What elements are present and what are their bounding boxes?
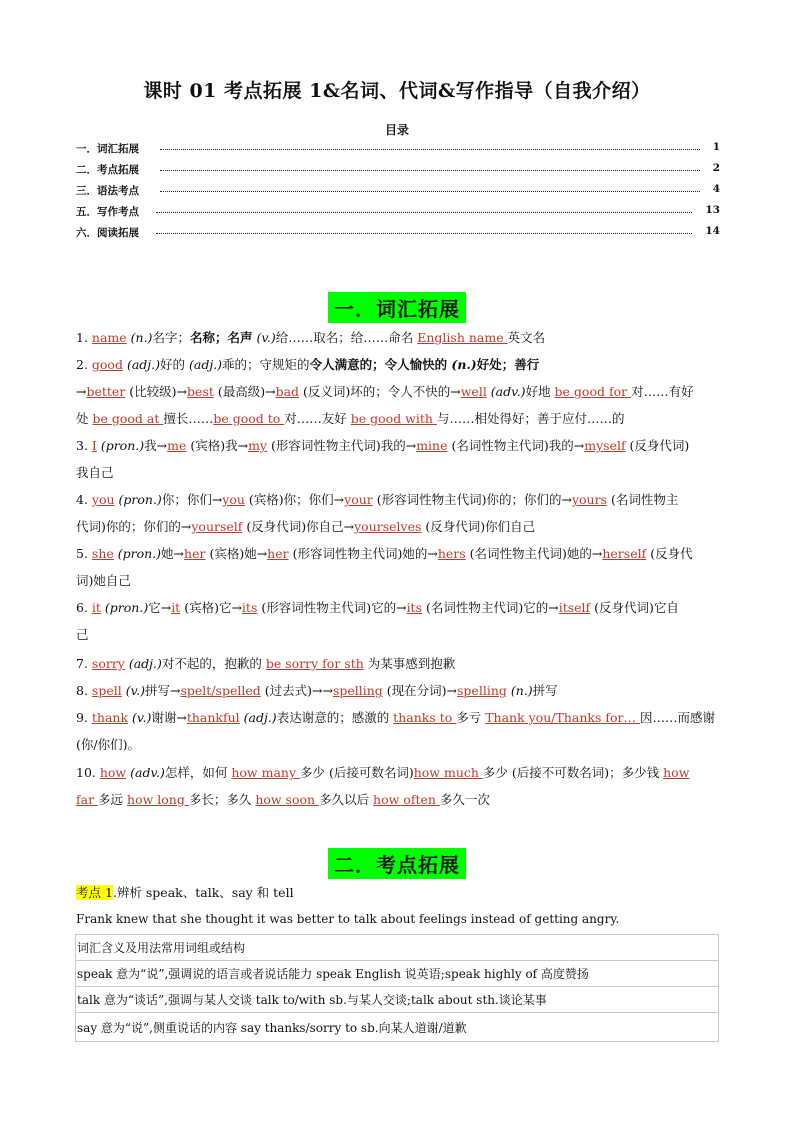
toc-leader: [156, 233, 692, 234]
vocab-line: 6. it (pron.)它→it (宾格)它→its (形容词性物主代词)它的→its (名词性物主代词)它的→itself (反身代词)它自: [76, 600, 679, 615]
vocab-word: thankful: [186, 710, 240, 725]
vocab-word: I: [91, 438, 97, 453]
vocab-word: better: [86, 384, 126, 399]
vocab-word: its: [241, 600, 258, 615]
vocab-word: well: [460, 384, 487, 399]
vocab-word: myself: [584, 438, 626, 453]
vocab-line: 8. spell (v.)拼写→spelt/spelled (过去式)→→spelling (现在分词)→spelling (n.)拼写: [76, 683, 558, 698]
vocab-word: best: [187, 384, 214, 399]
toc-item[interactable]: [76, 204, 720, 220]
vocab-word: how: [663, 765, 690, 780]
vocab-word: herself: [602, 546, 647, 561]
table-cell: 词汇含义及用法常用词组或结构: [76, 935, 719, 961]
table-row: [76, 1013, 719, 1042]
vocab-word: be sorry for sth: [265, 656, 364, 671]
vocab-line: 1. name (n.)名字；名称；名声 (v.)给……取名；给……命名 English name 英文名: [76, 330, 546, 345]
vocab-word: be good to: [213, 411, 285, 426]
table-row: [76, 935, 719, 961]
table-cell: talk 意为“谈话”,强调与某人交谈 talk to/with sb.与某人交谈;talk about sth.谈论某事: [76, 987, 719, 1013]
toc-heading: 目录: [384, 123, 409, 137]
usage-table: [75, 934, 719, 1042]
key-point-text: .辨析 speak、talk、say 和 tell: [112, 885, 294, 900]
vocab-word: be good at: [92, 411, 164, 426]
toc-item-label: 六．阅读拓展: [76, 227, 139, 239]
toc-item-label: 一．词汇拓展: [76, 143, 139, 155]
toc-item[interactable]: [76, 183, 720, 199]
toc-item[interactable]: [76, 141, 720, 157]
toc-item-label: 二．考点拓展: [76, 164, 139, 176]
table-cell: speak 意为“说”,强调说的语言或者说话能力 speak English 说英语;speak highly of 高度赞扬: [76, 961, 719, 987]
vocab-line: 4. you (pron.)你；你们→you (宾格)你；你们→your (形容词性物主代词)你的；你们的→yours (名词性物主: [76, 492, 679, 507]
vocab-word: spell: [91, 683, 122, 698]
vocab-word: thank: [91, 710, 129, 725]
vocab-word: her: [267, 546, 289, 561]
vocab-word: you: [222, 492, 245, 507]
vocab-line: 词)她自己: [76, 573, 131, 588]
section-heading: 二．考点拓展: [328, 848, 466, 879]
vocab-word: me: [167, 438, 187, 453]
vocab-word: your: [344, 492, 373, 507]
section-heading: 一．词汇拓展: [328, 292, 466, 323]
vocab-word: how much: [413, 765, 483, 780]
section-heading-container: [0, 292, 794, 323]
vocab-word: good: [91, 357, 123, 372]
vocab-line: (你/你们)。: [76, 737, 140, 752]
vocab-word: its: [406, 600, 422, 615]
toc-item-page: 4: [712, 183, 720, 195]
vocab-line: 代词)你的；你们的→yourself (反身代词)你自己→yourselves (反身代词)你们自己: [76, 519, 536, 534]
vocab-word: mine: [416, 438, 448, 453]
vocab-word: Thank you/Thanks for…: [485, 710, 640, 725]
vocab-word: it: [91, 600, 101, 615]
vocab-line: 9. thank (v.)谢谢→thankful (adj.)表达谢意的；感激的 thanks to 多亏 Thank you/Thanks for… 因……而感谢: [76, 710, 715, 725]
vocab-word: name: [91, 330, 127, 345]
vocab-word: spelling: [457, 683, 507, 698]
toc-item-label: 五．写作考点: [76, 206, 139, 218]
toc-item[interactable]: [76, 225, 720, 241]
vocab-word: thanks to: [393, 710, 457, 725]
vocab-word: be good for: [554, 384, 632, 399]
vocab-word: yourselves: [354, 519, 422, 534]
vocab-word: yourself: [191, 519, 243, 534]
toc-item-page: 14: [705, 225, 720, 237]
vocab-line: 我自己: [76, 465, 114, 480]
vocab-word: itself: [558, 600, 591, 615]
vocab-word: how long: [127, 792, 189, 807]
vocab-word: it: [171, 600, 181, 615]
vocab-line: →better (比较级)→best (最高级)→bad (反义词)坏的；令人不快的→well (adv.)好地 be good for 对……有好: [76, 384, 694, 399]
vocab-word: yours: [571, 492, 607, 507]
toc-item-page: 2: [712, 162, 720, 174]
vocab-word: spelt/spelled: [180, 683, 261, 698]
toc-item-page: 1: [712, 141, 720, 153]
key-point-line: [76, 884, 294, 902]
table-row: [76, 961, 719, 987]
vocab-word: her: [184, 546, 206, 561]
key-point-tag: 考点 1: [76, 885, 113, 900]
toc-item-label: 三．语法考点: [76, 185, 139, 197]
vocab-line: 处 be good at 擅长……be good to 对……友好 be good with 与……相处得好；善于应付……的: [76, 411, 625, 426]
vocab-word: how many: [231, 765, 300, 780]
vocab-word: hers: [437, 546, 466, 561]
vocab-word: English name: [417, 330, 508, 345]
vocab-word: how often: [373, 792, 440, 807]
vocab-line: 5. she (pron.)她→her (宾格)她→her (形容词性物主代词)她的→hers (名词性物主代词)她的→herself (反身代: [76, 546, 693, 561]
vocab-word: my: [248, 438, 267, 453]
toc-leader: [156, 212, 692, 213]
vocab-word: far: [76, 792, 99, 807]
table-cell: say 意为“说”,侧重说话的内容 say thanks/sorry to sb.向某人道谢/道歉: [76, 1013, 719, 1042]
toc-leader: [160, 191, 700, 192]
vocab-line: 3. I (pron.)我→me (宾格)我→my (形容词性物主代词)我的→mine (名词性物主代词)我的→myself (反身代词): [76, 438, 690, 453]
page-title: 课时 01 考点拓展 1&名词、代词&写作指导（自我介绍）: [143, 80, 651, 102]
vocab-line: 己: [76, 627, 89, 642]
vocab-word: you: [91, 492, 115, 507]
vocab-line: far 多远 how long 多长；多久 how soon 多久以后 how often 多久一次: [76, 792, 490, 807]
vocab-line: 7. sorry (adj.)对不起的，抱歉的 be sorry for sth 为某事感到抱歉: [76, 656, 456, 671]
toc-leader: [160, 149, 700, 150]
vocab-word: how soon: [255, 792, 320, 807]
toc-item[interactable]: [76, 162, 720, 178]
vocab-word: how: [99, 765, 127, 780]
vocab-word: bad: [275, 384, 300, 399]
vocab-word: spelling: [332, 683, 383, 698]
section-heading-container: [0, 848, 794, 879]
example-sentence: Frank knew that she thought it was better to talk about feelings instead of getting angry.: [76, 912, 620, 926]
vocab-word: be good with: [350, 411, 437, 426]
vocab-line: 10. how (adv.)怎样，如何 how many 多少 (后接可数名词)how much 多少 (后接不可数名词)；多少钱 how: [76, 765, 690, 780]
vocab-word: sorry: [91, 656, 125, 671]
toc-item-page: 13: [705, 204, 720, 216]
vocab-line: 2. good (adj.)好的 (adj.)乖的；守规矩的令人满意的；令人愉快的 (n.)好处；善行: [76, 357, 540, 372]
vocab-word: she: [91, 546, 114, 561]
table-row: [76, 987, 719, 1013]
toc-leader: [160, 170, 700, 171]
